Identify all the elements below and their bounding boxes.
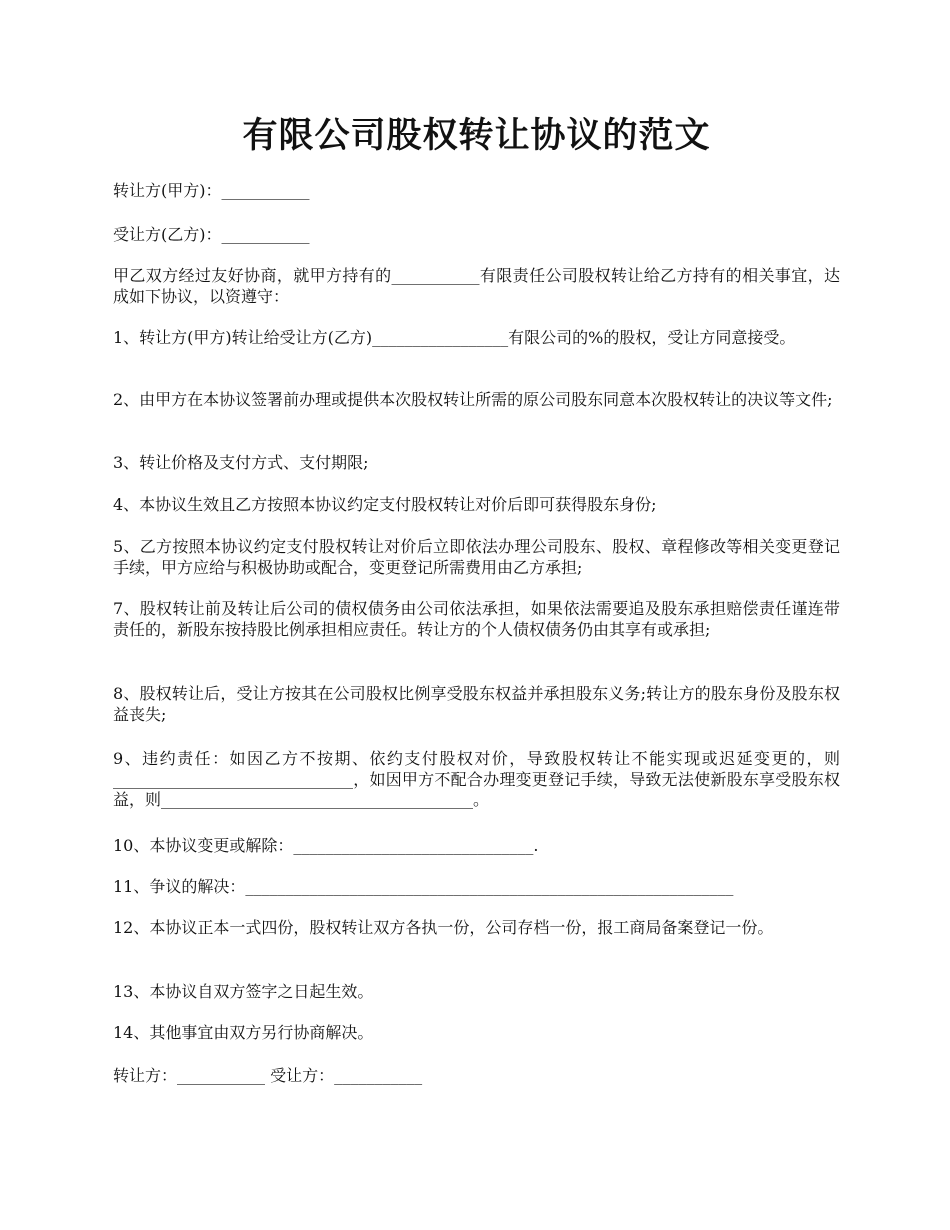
clause-10: 10、本协议变更或解除：______________________________. [113,836,539,855]
clause-2: 2、由甲方在本协议签署前办理或提供本次股权转让所需的原公司股东同意本次股权转让的决议等文件; [113,390,833,409]
transferee-line: 受让方(乙方)：___________ [113,225,310,244]
preamble-paragraph: 甲乙双方经过友好协商，就甲方持有的___________有限责任公司股权转让给乙方持有的相关事宜，达成如下协议，以资遵守： [113,266,840,306]
clause-3: 3、转让价格及支付方式、支付期限; [113,453,369,472]
clause-13: 13、本协议自双方签字之日起生效。 [113,982,374,1001]
clause-9: 9、违约责任：如因乙方不按期、依约支付股权对价，导致股权转让不能实现或迟延变更的，则______________________________，如因甲方不配合办理变更登记手续，导致无法使新股东享受股东权益，则_______________________________________。 [113,749,840,809]
clause-4: 4、本协议生效且乙方按照本协议约定支付股权转让对价后即可获得股东身份; [113,495,657,514]
transferor-line: 转让方(甲方)：___________ [113,181,310,200]
clause-1: 1、转让方(甲方)转让给受让方(乙方)_________________有限公司的%的股权，受让方同意接受。 [113,328,796,347]
clause-8: 8、股权转让后，受让方按其在公司股权比例享受股东权益并承担股东义务;转让方的股东身份及股东权益丧失; [113,684,840,724]
clause-14: 14、其他事宜由双方另行协商解决。 [113,1023,374,1042]
clause-7: 7、股权转让前及转让后公司的债权债务由公司依法承担，如果依法需要追及股东承担赔偿责任谨连带责任的，新股东按持股比例承担相应责任。转让方的个人债权债务仍由其享有或承担; [113,599,840,639]
clause-5: 5、乙方按照本协议约定支付股权转让对价后立即依法办理公司股东、股权、章程修改等相关变更登记手续，甲方应给与积极协助或配合，变更登记所需费用由乙方承担; [113,537,840,577]
clause-12: 12、本协议正本一式四份，股权转让双方各执一份，公司存档一份，报工商局备案登记一份。 [113,918,774,937]
document-title: 有限公司股权转让协议的范文 [242,115,711,156]
clause-11: 11、争议的解决：_____________________________________________________________ [113,877,734,896]
signature-line: 转让方：___________ 受让方：___________ [113,1066,423,1085]
